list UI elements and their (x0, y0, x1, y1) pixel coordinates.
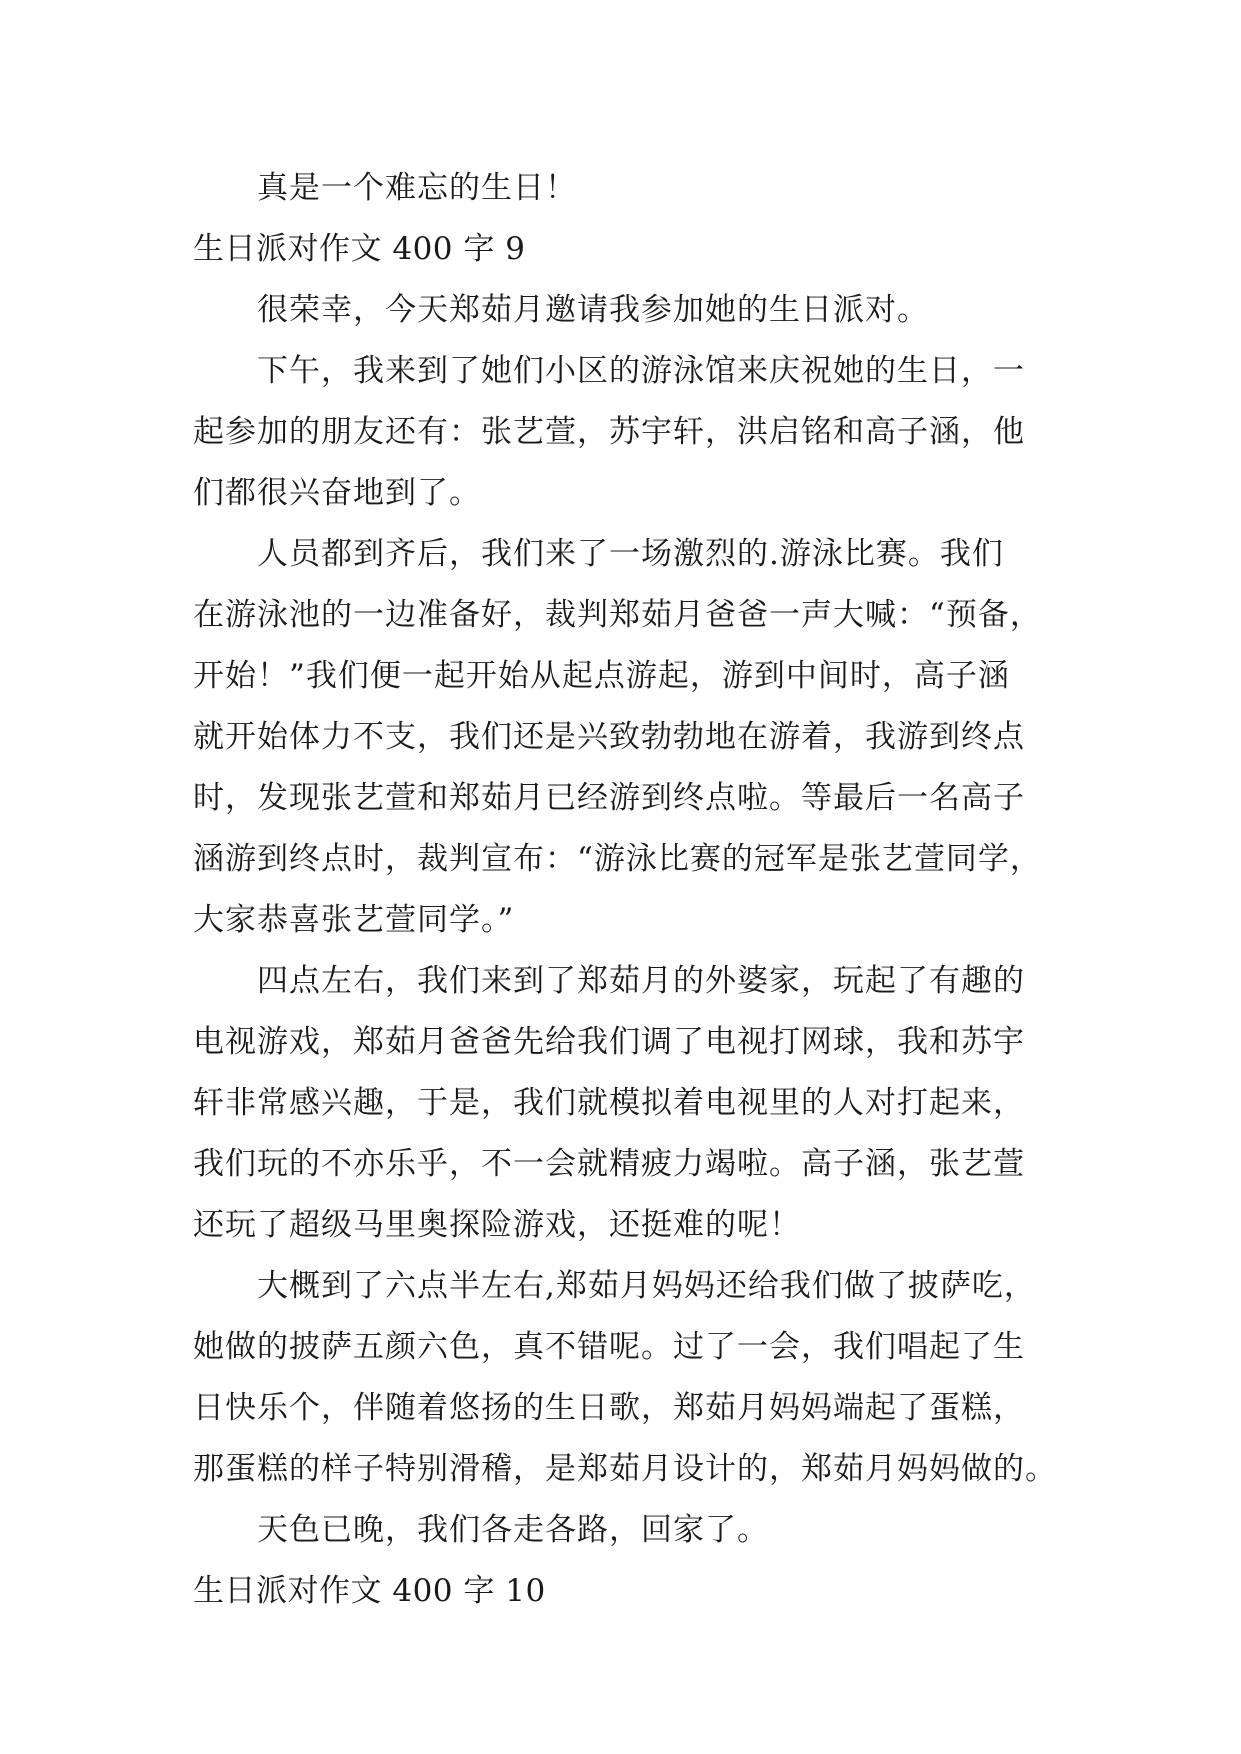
document-body (193, 158, 1073, 1622)
paragraph-line: 真是一个难忘的生日！ (257, 170, 577, 206)
paragraph-line: 时，发现张艺萱和郑茹月已经游到终点啦。等最后一名高子 (193, 780, 1025, 816)
paragraph-line: 轩非常感兴趣，于是，我们就模拟着电视里的人对打起来， (193, 1085, 1025, 1121)
paragraph-line: 日快乐个，伴随着悠扬的生日歌，郑茹月妈妈端起了蛋糕， (193, 1390, 1025, 1426)
paragraph-line: 在游泳池的一边准备好，裁判郑茹月爸爸一声大喊：“预备， (193, 597, 1042, 633)
paragraph-line: 开始！”我们便一起开始从起点游起，游到中间时，高子涵 (193, 658, 1010, 694)
paragraph-line: 们都很兴奋地到了。 (193, 475, 481, 511)
paragraph-line: 她做的披萨五颜六色，真不错呢。过了一会，我们唱起了生 (193, 1329, 1025, 1365)
paragraph-line: 那蛋糕的样子特别滑稽，是郑茹月设计的，郑茹月妈妈做的。 (193, 1451, 1057, 1487)
paragraph-line: 大概到了六点半左右,郑茹月妈妈还给我们做了披萨吃， (257, 1268, 1036, 1304)
paragraph-line: 天色已晚，我们各走各路，回家了。 (257, 1512, 769, 1548)
paragraph-line: 下午，我来到了她们小区的游泳馆来庆祝她的生日，一 (257, 353, 1025, 389)
paragraph-line: 就开始体力不支，我们还是兴致勃勃地在游着，我游到终点 (193, 719, 1025, 755)
paragraph-line: 很荣幸，今天郑茹月邀请我参加她的生日派对。 (257, 292, 929, 328)
paragraph-line: 涵游到终点时，裁判宣布：“游泳比赛的冠军是张艺萱同学， (193, 841, 1042, 877)
paragraph-line: 起参加的朋友还有：张艺萱，苏宇轩，洪启铭和高子涵，他 (193, 414, 1025, 450)
paragraph-line: 还玩了超级马里奥探险游戏，还挺难的呢！ (193, 1207, 801, 1243)
section-heading: 生日派对作文 400 字 10 (193, 1573, 546, 1609)
paragraph-line: 四点左右，我们来到了郑茹月的外婆家，玩起了有趣的 (257, 963, 1025, 999)
paragraph-line: 人员都到齐后，我们来了一场激烈的.游泳比赛。我们 (257, 536, 1004, 572)
paragraph-line: 大家恭喜张艺萱同学。” (193, 902, 515, 938)
paragraph-line: 电视游戏，郑茹月爸爸先给我们调了电视打网球，我和苏宇 (193, 1024, 1025, 1060)
section-heading: 生日派对作文 400 字 9 (193, 231, 526, 267)
paragraph-line: 我们玩的不亦乐乎，不一会就精疲力竭啦。高子涵，张艺萱 (193, 1146, 1025, 1182)
